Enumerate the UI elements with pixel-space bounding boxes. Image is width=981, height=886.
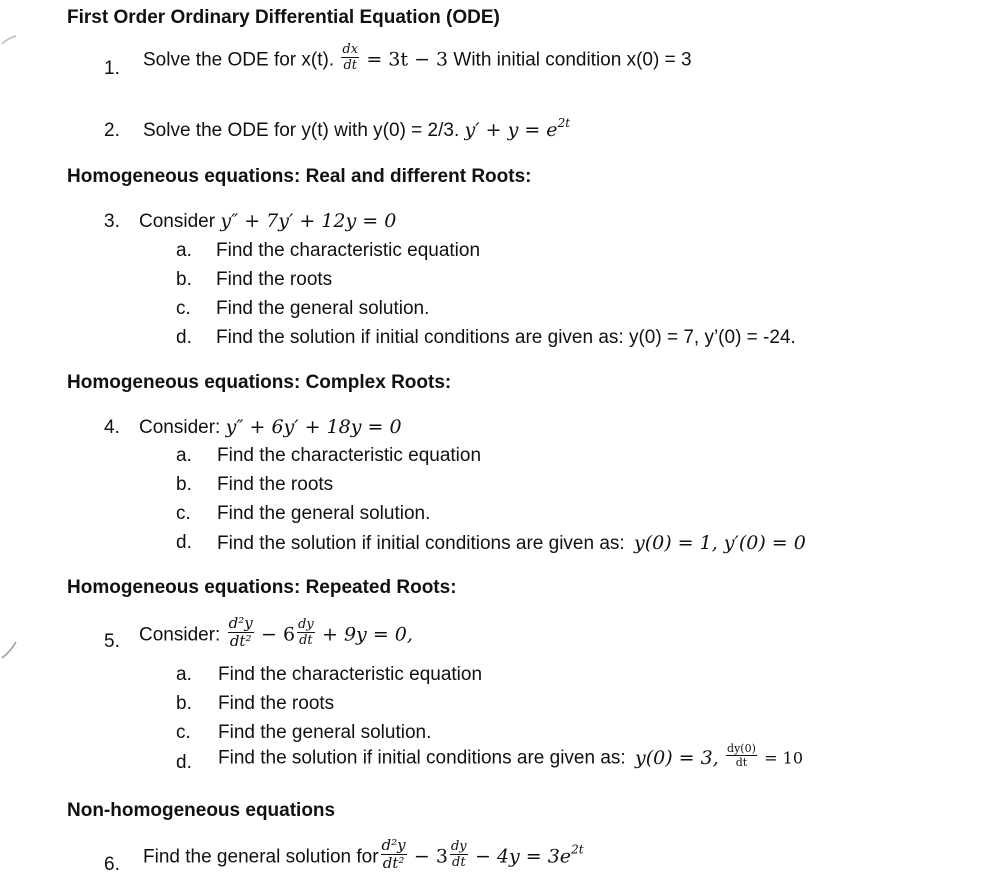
problem-number: 6. — [104, 854, 120, 875]
initial-conditions: y(0) = 1, y′(0) = 0 — [633, 532, 806, 554]
item-letter: c. — [176, 722, 191, 743]
problem-number: 3. — [104, 211, 120, 232]
fraction-d2y-dt2: $\frac{\text{d²y}}{\text{dt²}}$ — [381, 836, 406, 872]
problem-6 — [143, 836, 584, 874]
problem-2-text: Solve the ODE for y(t) with y(0) = 2/3. — [143, 120, 460, 141]
initial-condition-value: = 10 — [764, 748, 804, 768]
sub-item: Find the general solution. — [218, 722, 432, 743]
problem-5 — [139, 614, 413, 652]
sub-item: Find the characteristic equation — [217, 445, 482, 466]
problem-2 — [143, 116, 571, 142]
sub-item: Find the roots — [218, 693, 335, 714]
item-letter: b. — [176, 269, 192, 290]
equation: y″ + 6y′ + 18y = 0 — [225, 416, 402, 438]
problem-6-text: Find the general solution for — [143, 846, 379, 868]
problem-3 — [139, 210, 396, 233]
problem-3-text: Consider — [139, 211, 216, 232]
problem-1-text: Solve the ODE for x(t). — [143, 49, 335, 71]
equation-rest: + 9y = 0, — [322, 623, 413, 646]
fraction-dy-dt: $\frac{dy}{dt}$ — [450, 839, 467, 870]
sub-item-text: Find the solution if initial conditions are given as: — [218, 747, 626, 769]
sub-item: Find the characteristic equation — [218, 664, 483, 685]
sub-item: Find the roots — [217, 474, 334, 495]
item-letter: b. — [176, 474, 192, 495]
sub-item — [218, 742, 804, 771]
item-letter: a. — [176, 240, 192, 261]
item-letter: a. — [176, 664, 192, 685]
equation: y″ + 7y′ + 12y = 0 — [220, 210, 397, 232]
item-letter: a. — [176, 445, 192, 466]
item-letter: d. — [176, 327, 192, 348]
sub-item: Find the general solution. — [217, 503, 431, 524]
problem-4-text: Consider: — [139, 417, 221, 438]
problem-number: 2. — [104, 120, 120, 141]
fraction-dy0-dt: $\frac{dy(0)}{dt}$ — [727, 742, 756, 769]
item-letter: c. — [176, 503, 191, 524]
section-heading-real-roots: Homogeneous equations: Real and different Roots: — [67, 166, 532, 187]
problem-5-text: Consider: — [139, 624, 221, 646]
sub-item: Find the characteristic equation — [216, 240, 481, 261]
fraction-d2y-dt2: $\frac{\text{d²y}}{\text{dt²}}$ — [228, 614, 253, 650]
item-letter: d. — [176, 752, 192, 773]
problem-number: 5. — [104, 631, 120, 652]
section-heading-first-order: First Order Ordinary Differential Equation (ODE) — [67, 7, 500, 28]
item-letter: b. — [176, 693, 192, 714]
initial-condition: With initial condition x(0) = 3 — [453, 49, 692, 71]
section-heading-complex-roots: Homogeneous equations: Complex Roots: — [67, 372, 452, 393]
margin-mark-bottom — [0, 640, 20, 662]
coefficient: − 3 — [413, 845, 448, 868]
sub-item-text: Find the solution if initial conditions are given as: — [217, 533, 625, 554]
sub-item: Find the roots — [216, 269, 333, 290]
initial-condition: y(0) = 3, — [634, 746, 719, 769]
item-letter: d. — [176, 532, 192, 553]
section-heading-repeated-roots: Homogeneous equations: Repeated Roots: — [67, 577, 457, 598]
fraction-dx-dt: $\frac{dx}{dt}$ — [342, 42, 359, 73]
equation-rhs: = 3t − 3 — [366, 48, 449, 71]
equation-rest: − 4y = 3e — [474, 845, 572, 868]
margin-mark-top — [0, 30, 20, 50]
problem-number: 1. — [104, 58, 120, 79]
sub-item — [217, 532, 806, 555]
item-letter: c. — [176, 298, 191, 319]
problem-number: 4. — [104, 417, 120, 438]
exponent: 2t — [557, 116, 571, 130]
coefficient: − 6 — [260, 623, 296, 646]
section-heading-non-homogeneous: Non-homogeneous equations — [67, 800, 336, 821]
problem-1 — [143, 42, 692, 75]
sub-item: Find the general solution. — [216, 298, 430, 319]
problem-4 — [139, 416, 402, 439]
fraction-dy-dt: $\frac{dy}{dt}$ — [298, 617, 314, 648]
equation: y′ + y = e — [464, 119, 558, 141]
sub-item: Find the solution if initial conditions are given as: y(0) = 7, y’(0) = -24. — [216, 327, 796, 348]
exponent: 2t — [571, 842, 584, 857]
